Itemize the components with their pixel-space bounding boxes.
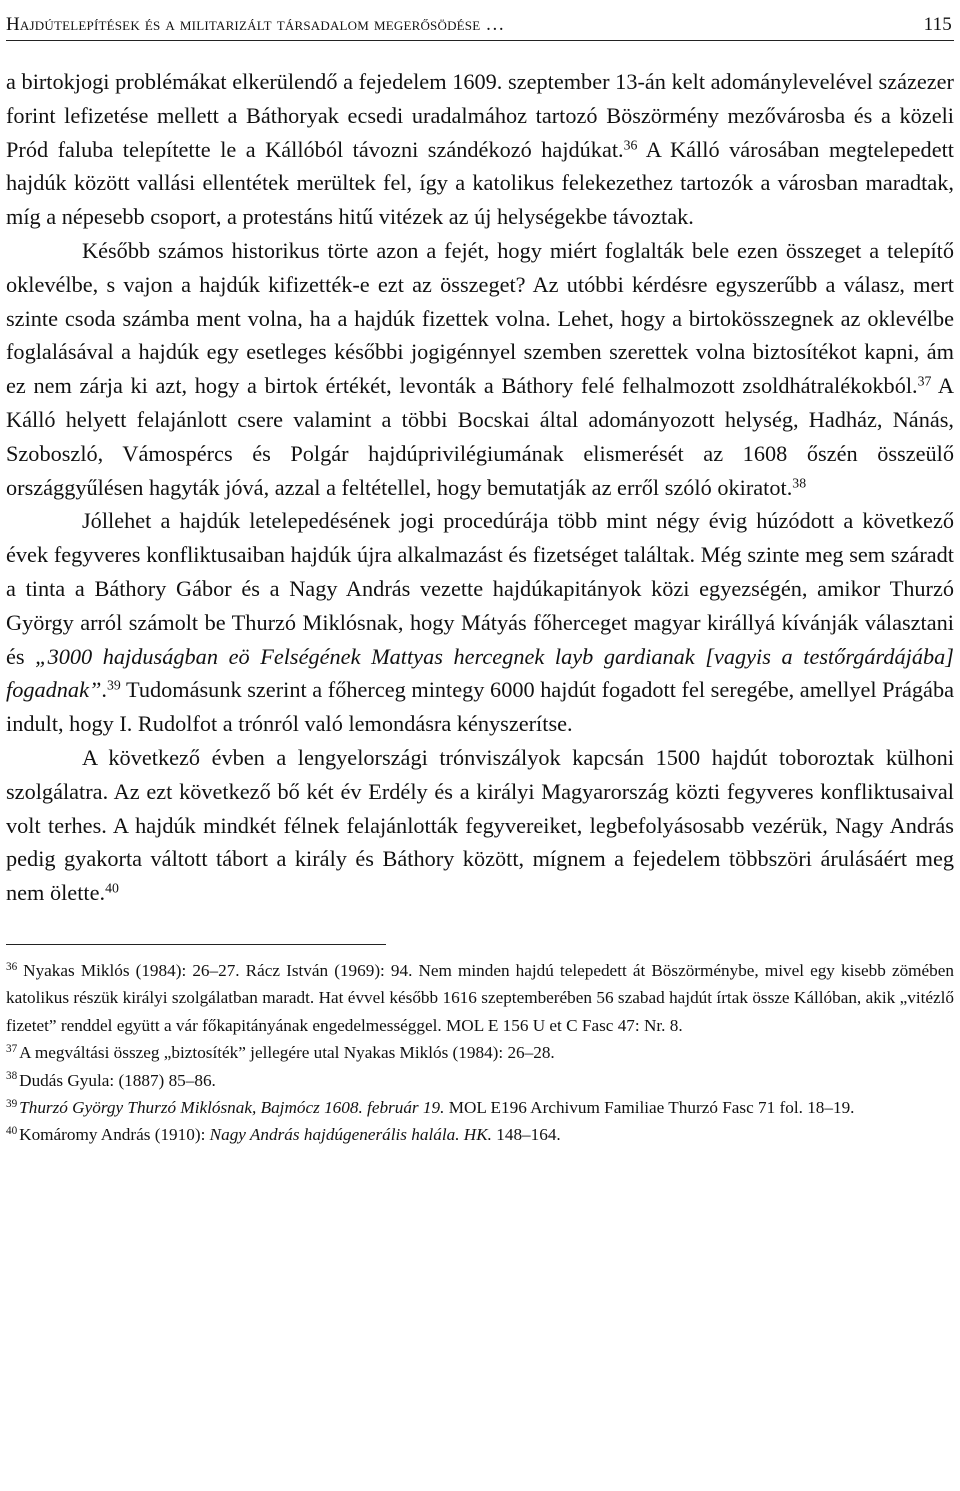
footnote-divider [6, 944, 386, 945]
paragraph-4 [6, 741, 954, 910]
page-number: 115 [923, 14, 952, 35]
document-page [6, 0, 954, 1149]
footnote-number-38: 38 [6, 1070, 18, 1083]
footnote-ref-38[interactable]: 38 [792, 474, 807, 490]
footnote-37 [6, 1039, 954, 1066]
paragraph-3-text-d: Tudomásunk szerint a főherceg mintegy 6000 hajdút fogadott fel seregébe, amellyel Prágába indult, hogy I. Rudolfot a trónról való lemondásra kényszerítse. [6, 677, 954, 737]
footnote-tail-40: 148–164. [491, 1125, 561, 1145]
footnote-number-39: 39 [6, 1097, 18, 1110]
footnote-italic-40: Nagy András hajdúgenerális halála. HK. [209, 1125, 492, 1145]
running-header [6, 0, 954, 41]
footnote-text-40: Komáromy András (1910): [19, 1125, 210, 1145]
footnote-39 [6, 1094, 954, 1121]
footnote-text-39: MOL E196 Archivum Familiae Thurzó Fasc 71 fol. 18–19. [444, 1097, 855, 1117]
paragraph-1 [6, 65, 954, 234]
footnote-ref-37[interactable]: 37 [917, 373, 932, 389]
paragraph-2-text-a: Később számos historikus törte azon a fejét, hogy miért foglalták bele ezen összeget a telepítő oklevélbe, s vajon a hajdúk kifizették-e ezt az összeget? Az utóbbi kérdésre egyszerűbb a válasz, mert szinte csoda számba ment volna, ha a hajdúk fizettek volna. Lehet, hogy a birtokösszegnek az oklevélbe foglalásával a hajdúk egy esetleges későbbi jogigénnyel szemben szerettek volna biztosítékot kapni, ám ez nem zárja ki azt, hogy a birtok értékét, levonták a Báthory felé felhalmozott zsoldhátralékokból. [6, 237, 954, 399]
footnote-36 [6, 957, 954, 1039]
footnote-number-40: 40 [6, 1125, 18, 1138]
running-title: Hajdútelepítések és a militarizált társadalom megerősödése … [6, 14, 505, 35]
footnote-ref-40[interactable]: 40 [105, 880, 119, 896]
paragraph-2-text-b: A Kálló helyett felajánlott csere valamint a többi Bocskai által adományozott helység, Hadház, Nánás, Szoboszló, Vámospércs és Polgár hajdúprivilégiumának elismerését az 1608 őszén összeülő országgyűlésen hagyták jóvá, azzal a feltétellel, hogy bemutatják az erről szóló okiratot. [6, 373, 954, 500]
paragraph-3 [6, 504, 954, 741]
footnote-text-37: A megváltási összeg „biztosíték” jellegére utal Nyakas Miklós (1984): 26–28. [19, 1043, 555, 1063]
paragraph-1-text-a: a birtokjogi problémákat elkerülendő a fejedelem 1609. szeptember 13-án kelt adománylevelével százezer forint lefizetése mellett a Báthoryak ecsedi uradalmához tartozó Böszörmény mezővárosba és a közeli Pród faluba telepítette le a Kállóból távozni szándékozó hajdúkat. [6, 69, 954, 162]
footnote-ref-36[interactable]: 36 [623, 137, 638, 152]
paragraph-3-quote: „3000 hajduságban eö Felségének Mattyas hercegnek layb gardianak [vagyis a testőrgárdájába] fogadnak” [6, 643, 954, 703]
footnote-text-38: Dudás Gyula: (1887) 85–86. [19, 1070, 216, 1090]
footnote-number-36: 36 [6, 960, 18, 973]
footnote-40 [6, 1121, 954, 1148]
body-text [6, 65, 954, 910]
footnote-ref-39[interactable]: 39 [106, 677, 121, 693]
footnote-italic-39: Thurzó György Thurzó Miklósnak, Bajmócz 1608. február 19. [19, 1097, 445, 1117]
footnote-number-37: 37 [6, 1043, 18, 1055]
paragraph-1-text-b: A Kálló városában megtelepedett hajdúk között vallási ellentétek merültek fel, így a katolikus felekezethez tartozók a városban maradtak, míg a népesebb csoport, a protestáns hitű vitézek az új helységekbe távoztak. [6, 136, 954, 230]
paragraph-3-text-a: Jóllehet a hajdúk letelepedésének jogi procedúrája több mint négy évig húzódott a következő évek fegyveres konfliktusaiban hajdúk újra alkalmazást és fizetséget találtak. Még szinte meg sem száradt a tinta a Báthory Gábor és a Nagy András vezette hajdúkapitányok közi egyezségén, amikor Thurzó György arról számolt be Thurzó Miklósnak, hogy Mátyás főherceget magyar királlyá kívánják választani és [6, 508, 954, 669]
paragraph-3-text-c: . [101, 677, 107, 703]
paragraph-4-text-a: A következő évben a lengyelországi trónviszályok kapcsán 1500 hajdút toboroztak külhoni szolgálatra. Az ezt következő bő két év Erdély és a királyi Magyarország közti fegyveres konfliktusaival volt terhes. A hajdúk mindkét félnek felajánlották fegyvereiket, legbefolyásosabb vezérük, Nagy András pedig gyakorta váltott tábort a király és Báthory között, mígnem a fejedelem többszöri árulásáért meg nem ölette. [6, 744, 954, 906]
footnotes [6, 957, 954, 1149]
footnote-text-36: Nyakas Miklós (1984): 26–27. Rácz István (1969): 94. Nem minden hajdú telepedett át Böszörménybe, mivel egy kisebb zömében katolikus részük királyi szolgálatban maradt. Hat évvel később 1616 szeptemberében 56 szabad hajdút írtak össze Kállóban, akik „vitézlő fizetet” renddel együtt a vár főkapitányának engedelmességgel. MOL E 156 U et C Fasc 47: Nr. 8. [6, 960, 954, 1035]
footnote-38 [6, 1067, 954, 1094]
paragraph-2 [6, 234, 954, 504]
